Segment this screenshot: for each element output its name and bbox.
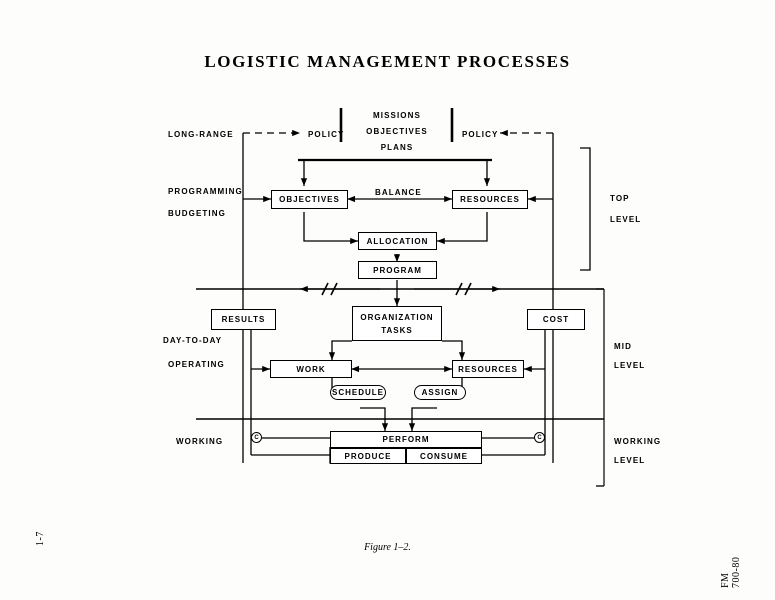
node-resources-top[interactable]: RESOURCES bbox=[452, 190, 528, 209]
node-program[interactable]: PROGRAM bbox=[358, 261, 437, 279]
label-working-level-line1: WORKING bbox=[614, 437, 662, 446]
junction-left-icon: C bbox=[251, 432, 262, 443]
label-budgeting: BUDGETING bbox=[168, 209, 226, 218]
page-number: 1-7 bbox=[35, 531, 46, 546]
label-working-level-line2: LEVEL bbox=[614, 456, 646, 465]
node-policy-left: POLICY bbox=[308, 130, 345, 139]
label-day-to-day: DAY-TO-DAY bbox=[163, 336, 223, 345]
label-balance: BALANCE bbox=[375, 188, 422, 197]
node-cost[interactable]: COST bbox=[527, 309, 585, 330]
node-perform[interactable]: PERFORM bbox=[330, 431, 482, 448]
node-work[interactable]: WORK bbox=[270, 360, 352, 378]
node-results[interactable]: RESULTS bbox=[211, 309, 276, 330]
node-objectives-top: OBJECTIVES bbox=[366, 127, 428, 136]
node-policy-right: POLICY bbox=[462, 130, 499, 139]
label-long-range: LONG-RANGE bbox=[168, 130, 234, 139]
label-programming: PROGRAMMING bbox=[168, 187, 243, 196]
node-consume[interactable]: CONSUME bbox=[406, 448, 482, 464]
node-objectives-box[interactable]: OBJECTIVES bbox=[271, 190, 348, 209]
page-title: LOGISTIC MANAGEMENT PROCESSES bbox=[204, 52, 571, 71]
node-assign[interactable]: ASSIGN bbox=[414, 385, 466, 400]
node-produce[interactable]: PRODUCE bbox=[330, 448, 406, 464]
node-missions: MISSIONS bbox=[373, 111, 421, 120]
label-mid-level-line1: MID bbox=[614, 342, 632, 351]
node-organization-tasks[interactable] bbox=[352, 306, 442, 341]
node-resources-mid[interactable]: RESOURCES bbox=[452, 360, 524, 378]
label-operating: OPERATING bbox=[168, 360, 225, 369]
node-plans: PLANS bbox=[380, 143, 414, 152]
node-allocation[interactable]: ALLOCATION bbox=[358, 232, 437, 250]
node-schedule[interactable]: SCHEDULE bbox=[330, 385, 386, 400]
junction-right-icon: C bbox=[534, 432, 545, 443]
node-organization-label: ORGANIZATION bbox=[360, 312, 434, 322]
label-working: WORKING bbox=[176, 437, 224, 446]
document-id: FM 700-80 bbox=[720, 556, 742, 588]
label-top-level-line2: LEVEL bbox=[610, 215, 642, 224]
label-top-level-line1: TOP bbox=[610, 194, 630, 203]
label-mid-level-line2: LEVEL bbox=[614, 361, 646, 370]
node-tasks-label: TASKS bbox=[381, 325, 413, 335]
figure-caption: Figure 1–2. bbox=[364, 542, 411, 553]
